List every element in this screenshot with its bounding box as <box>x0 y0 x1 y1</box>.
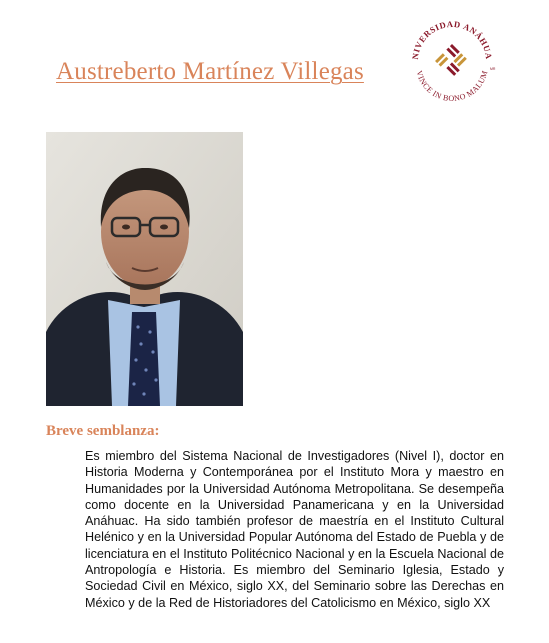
section-heading: Breve semblanza: <box>46 423 160 439</box>
biography-text: Es miembro del Sistema Nacional de Investigadores (Nivel I), doctor en Historia Moderna y Contemporánea por el Instituto Mora y maestro en Humanidades por la Universidad Autónoma Metropolitana. Se desempeña como docente en la Universidad Panamericana y en la Universidad Anáhuac. Ha sido también profesor de maestría en el Instituto Cultural Helénico y en la Universidad Popular Autónoma del Estado de Puebla y de licenciatura en el Instituto Politécnico Nacional y en la Escuela Nacional de Antropología e Historia. Es miembro del Seminario Iglesia, Estado y Sociedad Civil en México, siglo XX, del Seminario sobre las Derechas en México y de la Red de Historiadores del Catolicismo en México, siglo XX <box>85 449 504 610</box>
university-logo <box>404 9 500 105</box>
svg-text:MR: MR <box>490 67 496 71</box>
page-title: Austreberto Martínez Villegas <box>56 58 364 85</box>
portrait-photo <box>46 132 243 406</box>
svg-text:VINCE IN BONO MALUM: VINCE IN BONO MALUM <box>414 69 490 104</box>
svg-text:UNIVERSIDAD ANÁHUAC: NIVERSIDAD ANÁHUA <box>409 18 495 61</box>
anahuac-seal-icon <box>404 9 500 105</box>
